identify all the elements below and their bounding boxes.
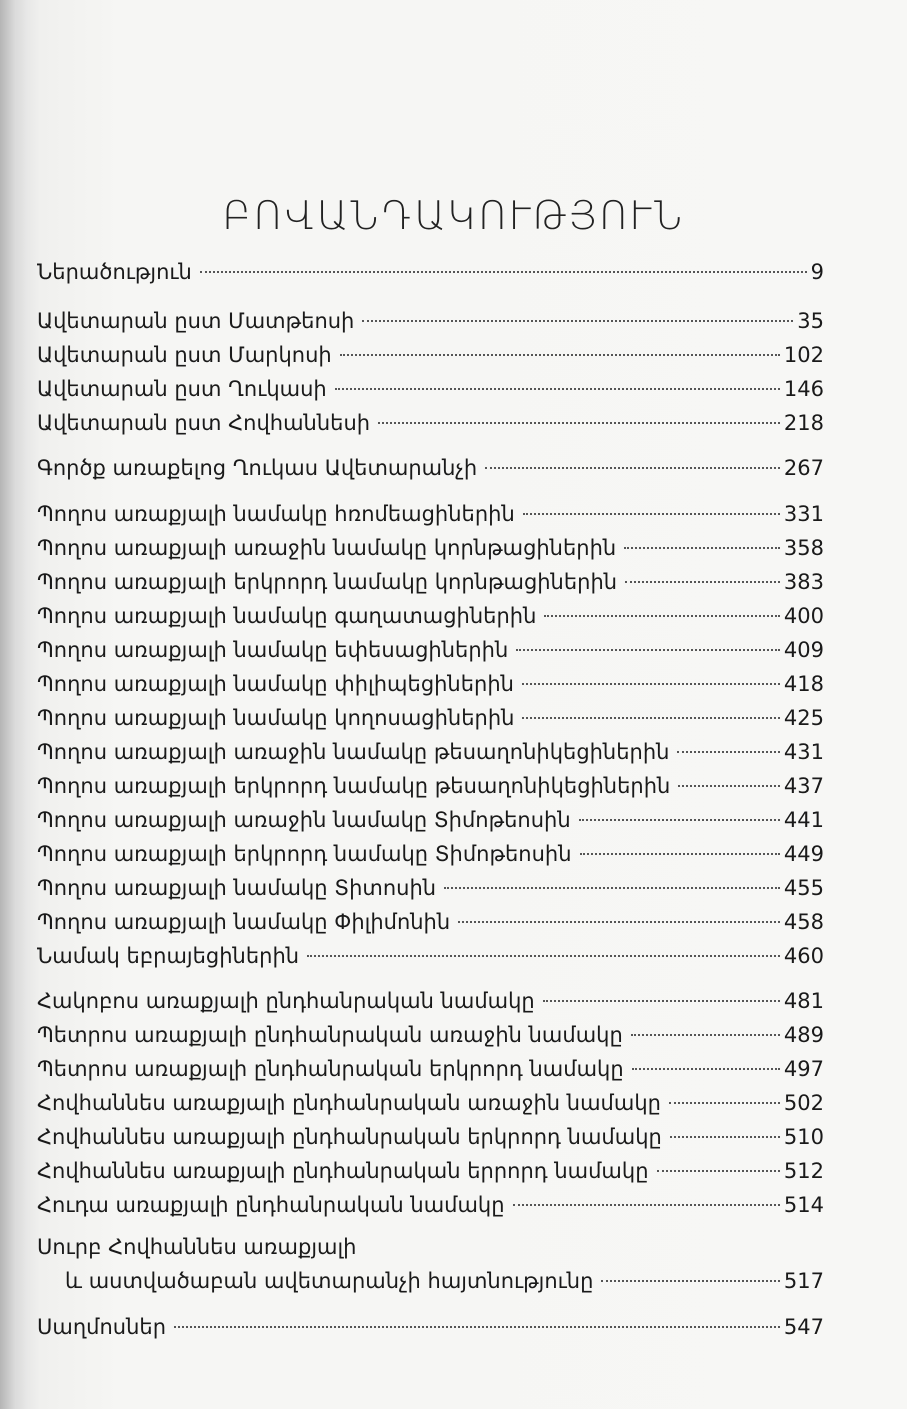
dot-leader xyxy=(543,1000,780,1002)
toc-entry xyxy=(37,257,824,287)
toc-entry-title: Պետրոս առաքյալի ընդհանրական երկրորդ նամակը xyxy=(37,1057,624,1081)
toc-entry xyxy=(37,306,824,336)
toc-entry-page: 489 xyxy=(783,1023,824,1047)
toc-entry-page: 146 xyxy=(783,377,824,401)
toc-entry-title: Սաղմոսներ xyxy=(37,1315,167,1339)
dot-leader xyxy=(362,320,793,322)
dot-leader xyxy=(624,547,780,549)
toc-entry-page: 218 xyxy=(783,411,824,435)
toc-entry-title: Հովհաննես առաքյալի ընդհանրական երկրորդ նամակը xyxy=(37,1125,662,1149)
toc-entry xyxy=(37,703,824,733)
toc-entry-title: Ավետարան ըստ Մատթեոսի xyxy=(37,309,355,333)
toc-entry xyxy=(37,1088,824,1118)
toc-entry-title: Պողոս առաքյալի նամակը Փիլիմոնին xyxy=(37,910,451,934)
toc-entry-title: Հովհաննես առաքյալի ընդհանրական առաջին նամակը xyxy=(37,1091,661,1115)
dot-leader xyxy=(516,649,780,651)
dot-leader xyxy=(632,1068,780,1070)
dot-leader xyxy=(523,513,780,515)
toc-entry-title: Պողոս առաքյալի նամակը եփեսացիներին xyxy=(37,638,509,662)
toc-entry-page: 481 xyxy=(783,989,824,1013)
toc-entry-page: 418 xyxy=(783,672,824,696)
toc-entry xyxy=(37,533,824,563)
toc-entry xyxy=(37,453,824,483)
toc-entry-title: Պողոս առաքյալի նամակը փիլիպեցիներին xyxy=(37,672,514,696)
toc-entry-title: Հովհաննես առաքյալի ընդհանրական երրորդ նամակը xyxy=(37,1159,649,1183)
toc-entry-title: Ներածություն xyxy=(37,260,192,284)
toc-entry-title: Պետրոս առաքյալի ընդհանրական առաջին նամակը xyxy=(37,1023,623,1047)
toc-entry xyxy=(37,340,824,370)
dot-leader xyxy=(335,388,780,390)
toc-entry-page: 425 xyxy=(783,706,824,730)
toc-entry-page: 512 xyxy=(783,1159,824,1183)
dot-leader xyxy=(174,1326,780,1328)
page-title: ԲՈՎԱՆԴԱԿՈՒԹՅՈՒՆ xyxy=(222,194,685,240)
toc-entry xyxy=(37,567,824,597)
toc-entry-title: Պողոս առաքյալի նամակը գաղատացիներին xyxy=(37,604,537,628)
toc-entry xyxy=(37,1122,824,1152)
toc-entry-page: 383 xyxy=(783,570,824,594)
toc-entry-title: Պողոս առաքյալի առաջին նամակը կորնթացիներին xyxy=(37,536,617,560)
toc-entry-title: Պողոս առաքյալի առաջին նամակը թեսաղոնիկեցիներին xyxy=(37,740,670,764)
toc-entry xyxy=(37,1266,824,1296)
toc-entry xyxy=(37,499,824,529)
toc-entry-title: Հակոբոս առաքյալի ընդհանրական նամակը xyxy=(37,989,535,1013)
dot-leader xyxy=(657,1170,780,1172)
dot-leader xyxy=(458,921,780,923)
dot-leader xyxy=(307,955,780,957)
toc-entry xyxy=(37,805,824,835)
toc-entry-page: 267 xyxy=(783,456,824,480)
toc-entry xyxy=(37,1020,824,1050)
toc-entry-title: Ավետարան ըստ Մարկոսի xyxy=(37,343,332,367)
toc-entry-page: 458 xyxy=(783,910,824,934)
dot-leader xyxy=(677,751,779,753)
dot-leader xyxy=(200,271,807,273)
toc-entry xyxy=(37,941,824,971)
toc-entry xyxy=(37,408,824,438)
dot-leader xyxy=(444,887,780,889)
toc-entry-page: 502 xyxy=(783,1091,824,1115)
dot-leader xyxy=(601,1280,779,1282)
dot-leader xyxy=(340,354,780,356)
toc-entry-page: 400 xyxy=(783,604,824,628)
toc-entry xyxy=(37,907,824,937)
toc-entry-page: 441 xyxy=(783,808,824,832)
toc-entry-title: Պողոս առաքյալի երկրորդ նամակը թեսաղոնիկեցիներին xyxy=(37,774,671,798)
toc-entry-title: Պողոս առաքյալի երկրորդ նամակը Տիմոթեոսին xyxy=(37,842,572,866)
dot-leader xyxy=(522,683,780,685)
toc-entry-page: 437 xyxy=(783,774,824,798)
toc-entry-title: Պողոս առաքյալի նամակը Տիտոսին xyxy=(37,876,437,900)
toc-entry-title: Ավետարան ըստ Հովհաննեսի xyxy=(37,411,371,435)
dot-leader xyxy=(678,785,780,787)
toc-entry-page: 510 xyxy=(783,1125,824,1149)
toc-entry-title: և աստվածաբան ավետարանչի հայտնությունը xyxy=(65,1269,594,1293)
dot-leader xyxy=(670,1136,780,1138)
toc-entry-page: 358 xyxy=(783,536,824,560)
toc-entry-page: 455 xyxy=(783,876,824,900)
toc-entry-title: Հուդա առաքյալի ընդհանրական նամակը xyxy=(37,1193,505,1217)
dot-leader xyxy=(625,581,780,583)
toc-entry-page: 514 xyxy=(783,1193,824,1217)
toc-entry xyxy=(37,1312,824,1342)
toc-entry-page: 517 xyxy=(783,1269,824,1293)
dot-leader xyxy=(485,467,780,469)
toc-entry xyxy=(37,873,824,903)
dot-leader xyxy=(669,1102,780,1104)
toc-entry-page: 460 xyxy=(783,944,824,968)
toc-entry xyxy=(37,669,824,699)
toc-entry xyxy=(37,839,824,869)
toc-entry-title: Պողոս առաքյալի նամակը հռոմեացիներին xyxy=(37,502,515,526)
toc-entry-page: 497 xyxy=(783,1057,824,1081)
dot-leader xyxy=(378,422,780,424)
toc-entry-title: Ավետարան ըստ Ղուկասի xyxy=(37,377,327,401)
toc-entry-title: Սուրբ Հովհաննես առաքյալի xyxy=(37,1235,357,1259)
dot-leader xyxy=(579,819,780,821)
toc-entry-title: Պողոս առաքյալի նամակը կողոսացիներին xyxy=(37,706,515,730)
toc-entry xyxy=(37,1190,824,1220)
dot-leader xyxy=(513,1204,780,1206)
toc-entry-page: 449 xyxy=(783,842,824,866)
toc-entry xyxy=(37,635,824,665)
toc-entry xyxy=(37,986,824,1016)
toc-entry xyxy=(37,771,824,801)
toc-entry-page: 9 xyxy=(810,260,824,284)
toc-entry xyxy=(37,601,824,631)
toc-entry-title: Գործք առաքելոց Ղուկաս Ավետարանչի xyxy=(37,456,478,480)
toc-entry xyxy=(37,374,824,404)
dot-leader xyxy=(544,615,780,617)
toc-entry xyxy=(37,1054,824,1084)
dot-leader xyxy=(580,853,780,855)
toc-entry xyxy=(37,737,824,767)
toc-entry-page: 409 xyxy=(783,638,824,662)
toc-entry-page: 331 xyxy=(783,502,824,526)
dot-leader xyxy=(631,1034,780,1036)
toc-entry xyxy=(37,1156,824,1186)
dot-leader xyxy=(522,717,779,719)
toc-entry-page: 102 xyxy=(783,343,824,367)
toc-entry-page: 431 xyxy=(783,740,824,764)
toc-entry-page: 35 xyxy=(797,309,824,333)
toc-entry-heading xyxy=(37,1232,824,1262)
toc-entry-title: Պողոս առաքյալի երկրորդ նամակը կորնթացիներին xyxy=(37,570,618,594)
toc-entry-title: Նամակ եբրայեցիներին xyxy=(37,944,300,968)
toc-entry-title: Պողոս առաքյալի առաջին նամակը Տիմոթեոսին xyxy=(37,808,571,832)
toc-entry-page: 547 xyxy=(783,1315,824,1339)
